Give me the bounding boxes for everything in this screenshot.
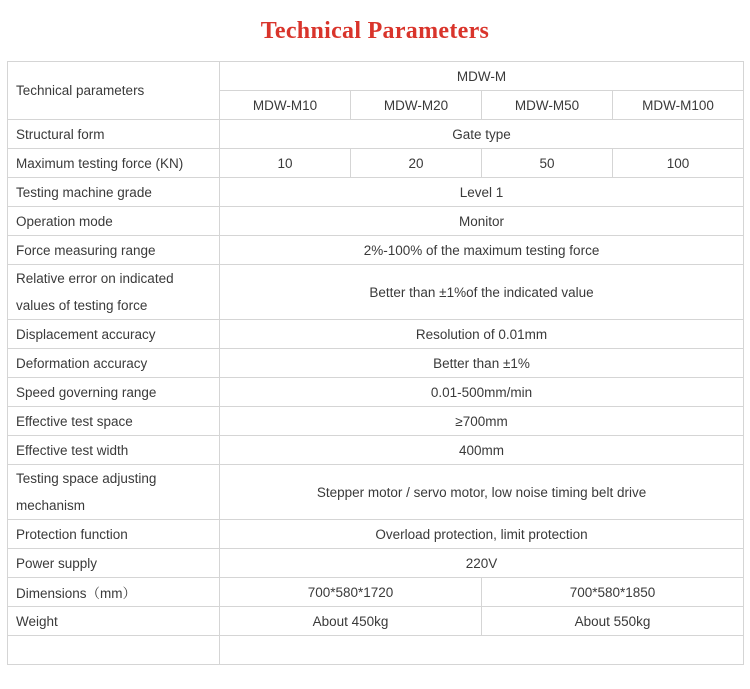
page-title: Technical Parameters (260, 18, 490, 44)
row-label: Structural form (8, 120, 220, 149)
table-row (8, 465, 744, 520)
row-value: ≥700mm (220, 407, 744, 436)
row-label (8, 265, 220, 320)
row-label: Protection function (8, 520, 220, 549)
table-row (8, 578, 744, 607)
row-value: Monitor (220, 207, 744, 236)
header-model-3: MDW-M50 (482, 91, 613, 120)
header-model-2: MDW-M20 (351, 91, 482, 120)
row-label: Weight (8, 607, 220, 636)
row-value-cell: About 450kg (220, 607, 482, 636)
row-value: Better than ±1% (220, 349, 744, 378)
table-row (8, 436, 744, 465)
row-value: Resolution of 0.01mm (220, 320, 744, 349)
row-value-cell: 10 (220, 149, 351, 178)
header-model-1: MDW-M10 (220, 91, 351, 120)
row-label-line2: values of testing force (16, 298, 148, 313)
row-label: Effective test space (8, 407, 220, 436)
row-value: Better than ±1%of the indicated value (220, 265, 744, 320)
table-row (8, 120, 744, 149)
row-value: Stepper motor / servo motor, low noise timing belt drive (220, 465, 744, 520)
row-value: Overload protection, limit protection (220, 520, 744, 549)
table-row (8, 207, 744, 236)
row-value-cell: 700*580*1850 (482, 578, 744, 607)
row-value: Gate type (220, 120, 744, 149)
row-label: Force measuring range (8, 236, 220, 265)
table-header-group-row (8, 62, 744, 91)
row-label (8, 465, 220, 520)
table-row (8, 320, 744, 349)
table-row (8, 265, 744, 320)
row-label: Deformation accuracy (8, 349, 220, 378)
row-label: Speed governing range (8, 378, 220, 407)
table-row (8, 349, 744, 378)
table-row (8, 236, 744, 265)
row-label: Operation mode (8, 207, 220, 236)
row-label: Dimensions（mm） (8, 578, 220, 607)
header-label-cell: Technical parameters (8, 62, 220, 120)
row-label-line1: Testing space adjusting (16, 471, 157, 486)
row-value: 0.01-500mm/min (220, 378, 744, 407)
row-label-line2: mechanism (16, 498, 86, 513)
table-row (8, 378, 744, 407)
row-value-cell: 20 (351, 149, 482, 178)
row-value: 220V (220, 549, 744, 578)
row-value: 400mm (220, 436, 744, 465)
table-row (8, 549, 744, 578)
table-row (8, 178, 744, 207)
row-label: Maximum testing force (KN) (8, 149, 220, 178)
row-label: Power supply (8, 549, 220, 578)
row-value: Level 1 (220, 178, 744, 207)
row-value-cell: 700*580*1720 (220, 578, 482, 607)
table-row (8, 520, 744, 549)
row-label: Displacement accuracy (8, 320, 220, 349)
row-label: Effective test width (8, 436, 220, 465)
trailing-cell (8, 636, 220, 665)
row-label: Testing machine grade (8, 178, 220, 207)
row-value-cell: 50 (482, 149, 613, 178)
row-value: 2%-100% of the maximum testing force (220, 236, 744, 265)
trailing-cell (220, 636, 744, 665)
row-value-cell: About 550kg (482, 607, 744, 636)
table-row (8, 607, 744, 636)
row-label-line1: Relative error on indicated (16, 271, 174, 286)
row-value-cell: 100 (613, 149, 744, 178)
header-group-cell: MDW-M (220, 62, 744, 91)
table-trailing-row (8, 636, 744, 665)
header-model-4: MDW-M100 (613, 91, 744, 120)
table-row (8, 407, 744, 436)
table-row (8, 149, 744, 178)
technical-parameters-table (7, 61, 744, 665)
